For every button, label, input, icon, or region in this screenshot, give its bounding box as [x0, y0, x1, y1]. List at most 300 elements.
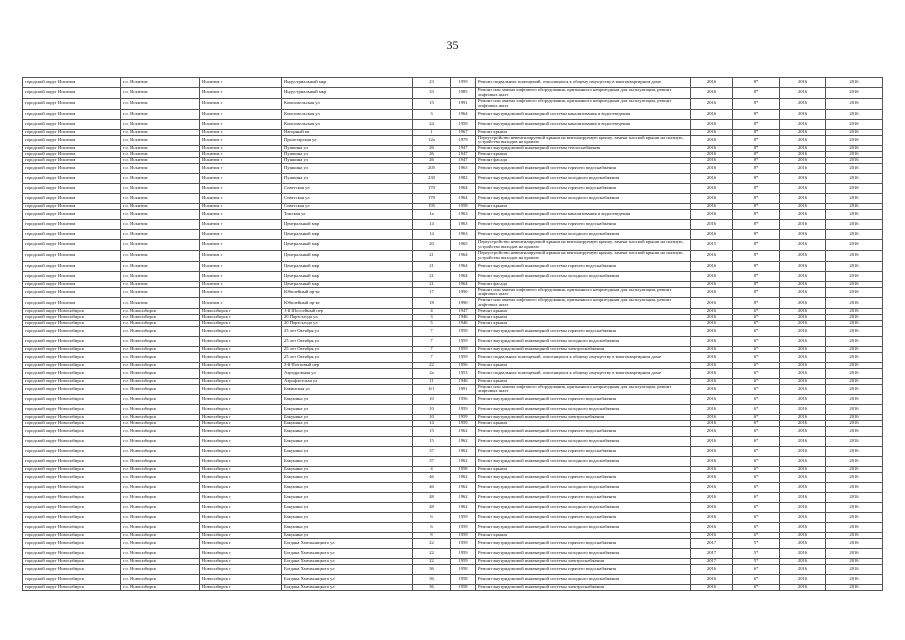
municipality-cell: городской округ Новосибирск — [23, 503, 121, 513]
street-cell: Советская ул — [282, 194, 413, 204]
year-built-cell: 1962 — [451, 503, 476, 513]
end-year-cell: 2016 — [826, 309, 883, 315]
table-row — [23, 483, 883, 493]
work-type-cell: Ремонт внутридомовой инженерной системы теплоснабжения — [476, 146, 691, 152]
municipality-cell: городской округ Искитим — [23, 88, 121, 99]
municipality-cell: городской округ Новосибирск — [23, 352, 121, 362]
street-cell: 25 лет Октября ул — [282, 346, 413, 352]
table-row — [23, 539, 883, 549]
work-type-cell: Ремонт или замена лифтового оборудования, признанного непригодным для эксплуатации, ремонт лифтовых шахт — [476, 287, 691, 298]
settlement-cell: г.о. Новосибирск — [121, 421, 200, 427]
settlement-cell: г.о. Искитим — [121, 146, 200, 152]
street-cell: Центральный мкр — [282, 271, 413, 281]
house-number-cell: 20 — [413, 239, 451, 250]
start-year-cell: 2016 — [780, 415, 826, 421]
table-row — [23, 584, 883, 590]
table-row — [23, 427, 883, 437]
house-number-cell: 22 — [413, 549, 451, 559]
table-row — [23, 437, 883, 447]
priority-cell: 8* — [733, 78, 780, 88]
work-type-cell: Переустройство невентилируемой крыши на вентилируемую крышу, замена плоской крыши на скатную, устройство выходов на кровлю — [476, 135, 691, 146]
settlement-cell: г.о. Новосибирск — [121, 415, 200, 421]
start-year-cell: 2016 — [780, 78, 826, 88]
work-type-cell: Ремонт внутридомовой инженерной системы электроснабжения — [476, 415, 691, 421]
start-year-cell: 2016 — [780, 405, 826, 415]
year-built-cell: 1982 — [451, 174, 476, 184]
locality-cell: Новосибирск г — [200, 533, 282, 539]
locality-cell: Новосибирск г — [200, 368, 282, 378]
settlement-cell: г.о. Новосибирск — [121, 352, 200, 362]
end-year-cell: 2016 — [826, 523, 883, 533]
start-year-cell: 2016 — [780, 109, 826, 119]
locality-cell: Искитим г — [200, 219, 282, 229]
start-year-cell: 2016 — [780, 513, 826, 523]
locality-cell: Искитим г — [200, 129, 282, 135]
locality-cell: Новосибирск г — [200, 346, 282, 352]
year-built-cell: 1985 — [451, 88, 476, 99]
locality-cell: Новосибирск г — [200, 564, 282, 574]
end-year-cell: 2016 — [826, 315, 883, 321]
table-row — [23, 352, 883, 362]
year-built-cell: 1962 — [451, 437, 476, 447]
street-cell: Пушкина ул — [282, 174, 413, 184]
street-cell: Бакунина ул — [282, 503, 413, 513]
house-number-cell: 6/1 — [413, 384, 451, 395]
planned-year-cell: 2016 — [691, 421, 733, 427]
work-type-cell: Ремонт крыши — [476, 378, 691, 384]
start-year-cell: 2016 — [780, 427, 826, 437]
end-year-cell: 2016 — [826, 88, 883, 99]
start-year-cell: 2016 — [780, 309, 826, 315]
table-row — [23, 119, 883, 129]
settlement-cell: г.о. Искитим — [121, 204, 200, 210]
work-type-cell: Переустройство невентилируемой крыши на вентилируемую крышу, замена плоской крыши на скатную, устройство выходов на кровлю — [476, 239, 691, 250]
house-number-cell: 48 — [413, 503, 451, 513]
priority-cell: 8* — [733, 229, 780, 239]
house-number-cell: 195 — [413, 204, 451, 210]
locality-cell: Новосибирск г — [200, 415, 282, 421]
end-year-cell: 2016 — [826, 164, 883, 174]
locality-cell: Искитим г — [200, 152, 282, 158]
table-row — [23, 384, 883, 395]
settlement-cell: г.о. Новосибирск — [121, 368, 200, 378]
start-year-cell: 2016 — [780, 98, 826, 109]
house-number-cell: 10 — [413, 415, 451, 421]
end-year-cell: 2016 — [826, 152, 883, 158]
table-row — [23, 164, 883, 174]
municipality-cell: городской округ Новосибирск — [23, 368, 121, 378]
table-row — [23, 298, 883, 309]
settlement-cell: г.о. Новосибирск — [121, 315, 200, 321]
planned-year-cell: 2016 — [691, 164, 733, 174]
end-year-cell: 2016 — [826, 239, 883, 250]
priority-cell: 6* — [733, 533, 780, 539]
work-type-cell: Ремонт крыши — [476, 320, 691, 326]
year-built-cell: 1959 — [451, 539, 476, 549]
work-type-cell: Ремонт внутридомовой инженерной системы горячего водоснабжения — [476, 164, 691, 174]
street-cell: Бакунина ул — [282, 493, 413, 503]
municipality-cell: городской округ Искитим — [23, 229, 121, 239]
work-type-cell: Ремонт внутридомовой инженерной системы холодного водоснабжения — [476, 549, 691, 559]
work-type-cell: Ремонт подвальных помещений, относящихся к общему имуществу в многоквартирном доме — [476, 78, 691, 88]
end-year-cell: 2016 — [826, 405, 883, 415]
locality-cell: Искитим г — [200, 135, 282, 146]
street-cell: Советская ул — [282, 184, 413, 194]
municipality-cell: городской округ Новосибирск — [23, 315, 121, 321]
end-year-cell: 2016 — [826, 209, 883, 219]
house-number-cell: 26 — [413, 158, 451, 164]
priority-cell: 6* — [733, 513, 780, 523]
street-cell: Пушкина ул — [282, 164, 413, 174]
municipality-cell: городской округ Новосибирск — [23, 457, 121, 467]
end-year-cell: 2016 — [826, 493, 883, 503]
municipality-cell: городской округ Новосибирск — [23, 320, 121, 326]
start-year-cell: 2016 — [780, 395, 826, 405]
house-number-cell: 1 — [413, 129, 451, 135]
settlement-cell: г.о. Новосибирск — [121, 503, 200, 513]
house-number-cell: 7 — [413, 336, 451, 346]
municipality-cell: городской округ Искитим — [23, 146, 121, 152]
start-year-cell: 2016 — [780, 473, 826, 483]
table-row — [23, 174, 883, 184]
start-year-cell: 2016 — [780, 250, 826, 261]
house-number-cell: 22 — [413, 362, 451, 368]
locality-cell: Новосибирск г — [200, 437, 282, 447]
table-row — [23, 88, 883, 99]
table-row — [23, 336, 883, 346]
street-cell: 1-й Шоссейный пер — [282, 309, 413, 315]
priority-cell: 8* — [733, 194, 780, 204]
end-year-cell: 2016 — [826, 549, 883, 559]
year-built-cell: 1990 — [451, 287, 476, 298]
locality-cell: Искитим г — [200, 109, 282, 119]
work-type-cell: Ремонт внутридомовой инженерной системы горячего водоснабжения — [476, 261, 691, 271]
start-year-cell: 2016 — [780, 152, 826, 158]
year-built-cell: 1958 — [451, 584, 476, 590]
work-type-cell: Ремонт или замена лифтового оборудования, признанного непригодным для эксплуатации, ремонт лифтовых шахт — [476, 384, 691, 395]
municipality-cell: городской округ Искитим — [23, 281, 121, 287]
planned-year-cell: 2016 — [691, 209, 733, 219]
year-built-cell: 1962 — [451, 427, 476, 437]
planned-year-cell: 2016 — [691, 250, 733, 261]
locality-cell: Новосибирск г — [200, 493, 282, 503]
street-cell: Бакунина ул — [282, 473, 413, 483]
end-year-cell: 2016 — [826, 250, 883, 261]
settlement-cell: г.о. Новосибирск — [121, 584, 200, 590]
priority-cell: 6* — [733, 421, 780, 427]
end-year-cell: 2016 — [826, 109, 883, 119]
settlement-cell: г.о. Новосибирск — [121, 346, 200, 352]
house-number-cell: 8 — [413, 533, 451, 539]
settlement-cell: г.о. Новосибирск — [121, 473, 200, 483]
table-row — [23, 78, 883, 88]
priority-cell: 6* — [733, 584, 780, 590]
year-built-cell: 1963 — [451, 229, 476, 239]
settlement-cell: г.о. Новосибирск — [121, 320, 200, 326]
settlement-cell: г.о. Новосибирск — [121, 574, 200, 584]
locality-cell: Новосибирск г — [200, 467, 282, 473]
priority-cell: 5* — [733, 549, 780, 559]
priority-cell: 8* — [733, 204, 780, 210]
locality-cell: Новосибирск г — [200, 309, 282, 315]
municipality-cell: городской округ Искитим — [23, 287, 121, 298]
work-type-cell: Ремонт внутридомовой инженерной системы электроснабжения — [476, 584, 691, 590]
planned-year-cell: 2016 — [691, 467, 733, 473]
street-cell: Бакунина ул — [282, 427, 413, 437]
priority-cell: 8* — [733, 298, 780, 309]
street-cell: Аэродромная ул — [282, 368, 413, 378]
municipality-cell: городской округ Искитим — [23, 158, 121, 164]
end-year-cell: 2016 — [826, 352, 883, 362]
street-cell: Богдана Хмельницкого ул — [282, 559, 413, 565]
settlement-cell: г.о. Искитим — [121, 88, 200, 99]
settlement-cell: г.о. Искитим — [121, 119, 200, 129]
priority-cell: 8* — [733, 158, 780, 164]
work-type-cell: Ремонт внутридомовой инженерной системы горячего водоснабжения — [476, 395, 691, 405]
year-built-cell: 1962 — [451, 447, 476, 457]
planned-year-cell: 2016 — [691, 261, 733, 271]
settlement-cell: г.о. Искитим — [121, 298, 200, 309]
municipality-cell: городской округ Новосибирск — [23, 395, 121, 405]
municipality-cell: городской округ Новосибирск — [23, 467, 121, 473]
capital-repair-table-container — [22, 77, 882, 591]
municipality-cell: городской округ Новосибирск — [23, 309, 121, 315]
locality-cell: Новосибирск г — [200, 539, 282, 549]
end-year-cell: 2016 — [826, 219, 883, 229]
work-type-cell: Ремонт крыши — [476, 152, 691, 158]
end-year-cell: 2016 — [826, 336, 883, 346]
municipality-cell: городской округ Искитим — [23, 152, 121, 158]
table-row — [23, 473, 883, 483]
street-cell: Индустриальный мкр — [282, 78, 413, 88]
year-built-cell: 1962 — [451, 473, 476, 483]
house-number-cell: 15 — [413, 98, 451, 109]
street-cell: Томская ул — [282, 209, 413, 219]
year-built-cell: 1962 — [451, 457, 476, 467]
house-number-cell: 36 — [413, 584, 451, 590]
end-year-cell: 2016 — [826, 229, 883, 239]
settlement-cell: г.о. Новосибирск — [121, 467, 200, 473]
year-built-cell: 1959 — [451, 533, 476, 539]
priority-cell: 8* — [733, 261, 780, 271]
settlement-cell: г.о. Новосибирск — [121, 493, 200, 503]
priority-cell: 6* — [733, 336, 780, 346]
work-type-cell: Ремонт внутридомовой инженерной системы холодного водоснабжения — [476, 574, 691, 584]
priority-cell: 6* — [733, 427, 780, 437]
end-year-cell: 2016 — [826, 135, 883, 146]
end-year-cell: 2016 — [826, 564, 883, 574]
settlement-cell: г.о. Новосибирск — [121, 447, 200, 457]
year-built-cell: 1962 — [451, 493, 476, 503]
year-built-cell: 1964 — [451, 281, 476, 287]
planned-year-cell: 2016 — [691, 229, 733, 239]
start-year-cell: 2016 — [780, 467, 826, 473]
end-year-cell: 2016 — [826, 559, 883, 565]
priority-cell: 6* — [733, 378, 780, 384]
year-built-cell: 1959 — [451, 523, 476, 533]
house-number-cell: 37 — [413, 447, 451, 457]
work-type-cell: Ремонт внутридомовой инженерной системы канализования и водоотведения — [476, 209, 691, 219]
year-built-cell: 1963 — [451, 164, 476, 174]
start-year-cell: 2016 — [780, 194, 826, 204]
locality-cell: Новосибирск г — [200, 326, 282, 336]
end-year-cell: 2016 — [826, 184, 883, 194]
start-year-cell: 2016 — [780, 523, 826, 533]
house-number-cell: 26 — [413, 152, 451, 158]
locality-cell: Новосибирск г — [200, 447, 282, 457]
start-year-cell: 2016 — [780, 239, 826, 250]
house-number-cell: 36 — [413, 564, 451, 574]
locality-cell: Новосибирск г — [200, 421, 282, 427]
municipality-cell: городской округ Новосибирск — [23, 346, 121, 352]
house-number-cell: 14 — [413, 229, 451, 239]
work-type-cell: Ремонт внутридомовой инженерной системы горячего водоснабжения — [476, 326, 691, 336]
planned-year-cell: 2017 — [691, 559, 733, 565]
street-cell: Пушкина ул — [282, 146, 413, 152]
locality-cell: Искитим г — [200, 98, 282, 109]
work-type-cell: Ремонт внутридомовой инженерной системы канализования и водоотведения — [476, 119, 691, 129]
start-year-cell: 2016 — [780, 574, 826, 584]
house-number-cell: 36 — [413, 574, 451, 584]
work-type-cell: Ремонт крыши — [476, 129, 691, 135]
year-built-cell: 1963 — [451, 209, 476, 219]
locality-cell: Новосибирск г — [200, 483, 282, 493]
end-year-cell: 2016 — [826, 326, 883, 336]
end-year-cell: 2016 — [826, 146, 883, 152]
start-year-cell: 2016 — [780, 559, 826, 565]
street-cell: Советская ул — [282, 204, 413, 210]
priority-cell: 6* — [733, 326, 780, 336]
year-built-cell: 1959 — [451, 513, 476, 523]
municipality-cell: городской округ Искитим — [23, 135, 121, 146]
locality-cell: Искитим г — [200, 261, 282, 271]
street-cell: Бакунина ул — [282, 523, 413, 533]
street-cell: Бакунина ул — [282, 421, 413, 427]
work-type-cell: Ремонт внутридомовой инженерной системы горячего водоснабжения — [476, 219, 691, 229]
work-type-cell: Ремонт внутридомовой инженерной системы холодного водоснабжения — [476, 437, 691, 447]
settlement-cell: г.о. Искитим — [121, 184, 200, 194]
municipality-cell: городской округ Искитим — [23, 209, 121, 219]
year-built-cell: 1959 — [451, 352, 476, 362]
house-number-cell: 17 — [413, 287, 451, 298]
work-type-cell: Ремонт внутридомовой инженерной системы холодного водоснабжения — [476, 336, 691, 346]
priority-cell: 6* — [733, 467, 780, 473]
work-type-cell: Ремонт внутридомовой инженерной системы горячего водоснабжения — [476, 513, 691, 523]
start-year-cell: 2016 — [780, 326, 826, 336]
settlement-cell: г.о. Новосибирск — [121, 326, 200, 336]
planned-year-cell: 2016 — [691, 88, 733, 99]
priority-cell: 8* — [733, 146, 780, 152]
table-row — [23, 250, 883, 261]
locality-cell: Новосибирск г — [200, 457, 282, 467]
planned-year-cell: 2016 — [691, 287, 733, 298]
year-built-cell: 1958 — [451, 574, 476, 584]
end-year-cell: 2016 — [826, 320, 883, 326]
table-row — [23, 109, 883, 119]
settlement-cell: г.о. Искитим — [121, 98, 200, 109]
end-year-cell: 2016 — [826, 437, 883, 447]
end-year-cell: 2016 — [826, 539, 883, 549]
locality-cell: Новосибирск г — [200, 549, 282, 559]
house-number-cell: 18 — [413, 298, 451, 309]
year-built-cell: 1959 — [451, 346, 476, 352]
street-cell: Юбилейный пр-кт — [282, 298, 413, 309]
street-cell: Индустриальный мкр — [282, 88, 413, 99]
house-number-cell: 33 — [413, 88, 451, 99]
planned-year-cell: 2016 — [691, 281, 733, 287]
planned-year-cell: 2016 — [691, 78, 733, 88]
end-year-cell: 2016 — [826, 513, 883, 523]
house-number-cell: 15 — [413, 437, 451, 447]
locality-cell: Искитим г — [200, 164, 282, 174]
year-built-cell: 1959 — [451, 421, 476, 427]
planned-year-cell: 2016 — [691, 219, 733, 229]
municipality-cell: городской округ Искитим — [23, 298, 121, 309]
work-type-cell: Ремонт крыши — [476, 362, 691, 368]
end-year-cell: 2016 — [826, 378, 883, 384]
work-type-cell: Ремонт внутридомовой инженерной системы горячего водоснабжения — [476, 493, 691, 503]
planned-year-cell: 2016 — [691, 271, 733, 281]
start-year-cell: 2016 — [780, 320, 826, 326]
house-number-cell: 10 — [413, 405, 451, 415]
year-built-cell: 1959 — [451, 326, 476, 336]
start-year-cell: 2016 — [780, 135, 826, 146]
start-year-cell: 2016 — [780, 158, 826, 164]
end-year-cell: 2016 — [826, 384, 883, 395]
year-built-cell: 1990 — [451, 298, 476, 309]
planned-year-cell: 2016 — [691, 483, 733, 493]
planned-year-cell: 2017 — [691, 539, 733, 549]
locality-cell: Новосибирск г — [200, 523, 282, 533]
year-built-cell: 1991 — [451, 98, 476, 109]
settlement-cell: г.о. Новосибирск — [121, 405, 200, 415]
locality-cell: Новосибирск г — [200, 427, 282, 437]
start-year-cell: 2016 — [780, 229, 826, 239]
locality-cell: Новосибирск г — [200, 503, 282, 513]
year-built-cell: 1953 — [451, 368, 476, 378]
street-cell: 20 Партсъезда ул — [282, 320, 413, 326]
year-built-cell: 1946 — [451, 320, 476, 326]
year-built-cell: 1979 — [451, 135, 476, 146]
priority-cell: 8* — [733, 174, 780, 184]
municipality-cell: городской округ Новосибирск — [23, 539, 121, 549]
municipality-cell: городской округ Искитим — [23, 129, 121, 135]
house-number-cell: 15 — [413, 427, 451, 437]
start-year-cell: 2016 — [780, 384, 826, 395]
settlement-cell: г.о. Новосибирск — [121, 427, 200, 437]
start-year-cell: 2016 — [780, 315, 826, 321]
planned-year-cell: 2016 — [691, 493, 733, 503]
priority-cell: 6* — [733, 457, 780, 467]
house-number-cell: 6 — [413, 513, 451, 523]
end-year-cell: 2016 — [826, 415, 883, 421]
street-cell: Юбилейный пр-кт — [282, 287, 413, 298]
year-built-cell: 1964 — [451, 271, 476, 281]
planned-year-cell: 2016 — [691, 473, 733, 483]
municipality-cell: городской округ Новосибирск — [23, 473, 121, 483]
planned-year-cell: 2016 — [691, 320, 733, 326]
street-cell: 25 лет Октября ул — [282, 336, 413, 346]
start-year-cell: 2016 — [780, 164, 826, 174]
table-row — [23, 457, 883, 467]
priority-cell: 6* — [733, 574, 780, 584]
planned-year-cell: 2016 — [691, 98, 733, 109]
year-built-cell: 1964 — [451, 194, 476, 204]
table-row — [23, 271, 883, 281]
work-type-cell: Ремонт крыши — [476, 315, 691, 321]
year-built-cell: 1959 — [451, 336, 476, 346]
work-type-cell: Ремонт или замена лифтового оборудования, признанного непригодным для эксплуатации, ремонт лифтовых шахт — [476, 88, 691, 99]
